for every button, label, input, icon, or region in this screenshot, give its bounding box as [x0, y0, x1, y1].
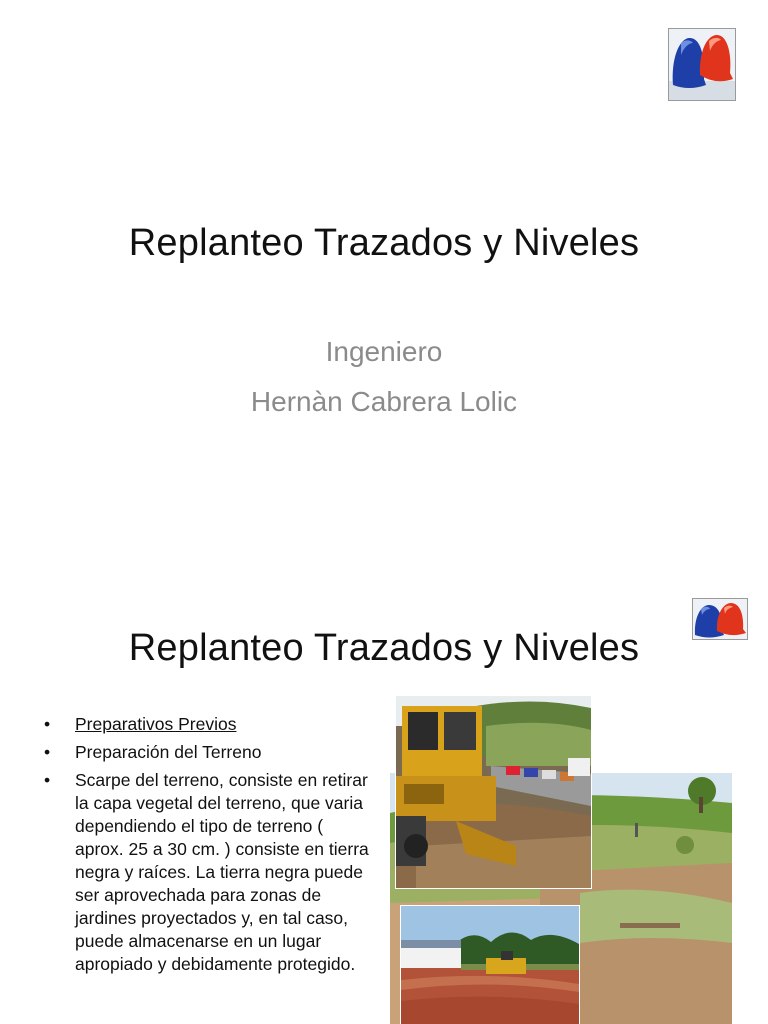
list-item [44, 713, 376, 736]
bullet-marker: • [44, 714, 51, 734]
bullet-text: Preparación del Terreno [75, 742, 262, 762]
subtitle-role: Ingeniero [325, 336, 443, 367]
slide-title: Replanteo Trazados y Niveles [128, 627, 640, 669]
hard-hats-logo-icon [668, 28, 736, 101]
construction-site-photo [400, 905, 580, 1024]
bullet-marker: • [44, 742, 51, 762]
slide-title: Replanteo Trazados y Niveles [128, 222, 640, 264]
bullet-list [44, 713, 376, 981]
bullet-marker: • [44, 770, 51, 790]
bulldozer-photo [395, 695, 592, 889]
list-item [44, 769, 376, 976]
list-item [44, 741, 376, 764]
content-slide [0, 575, 768, 1024]
subtitle-author: Hernàn Cabrera Lolic [250, 386, 518, 417]
bullet-text: Scarpe del terreno, consiste en retirar la capa vegetal del terreno, que varia dependiendo el tipo de terreno ( aprox. 25 a 30 cm. ) consiste en tierra negra y raíces. La tierra negra puede ser aprovechada para zonas de jardines proyectados y, en tal caso, puede almacenarse en un lugar apropiado y debidamente protegido. [75, 770, 369, 974]
bullet-text: Preparativos Previos [75, 714, 237, 734]
